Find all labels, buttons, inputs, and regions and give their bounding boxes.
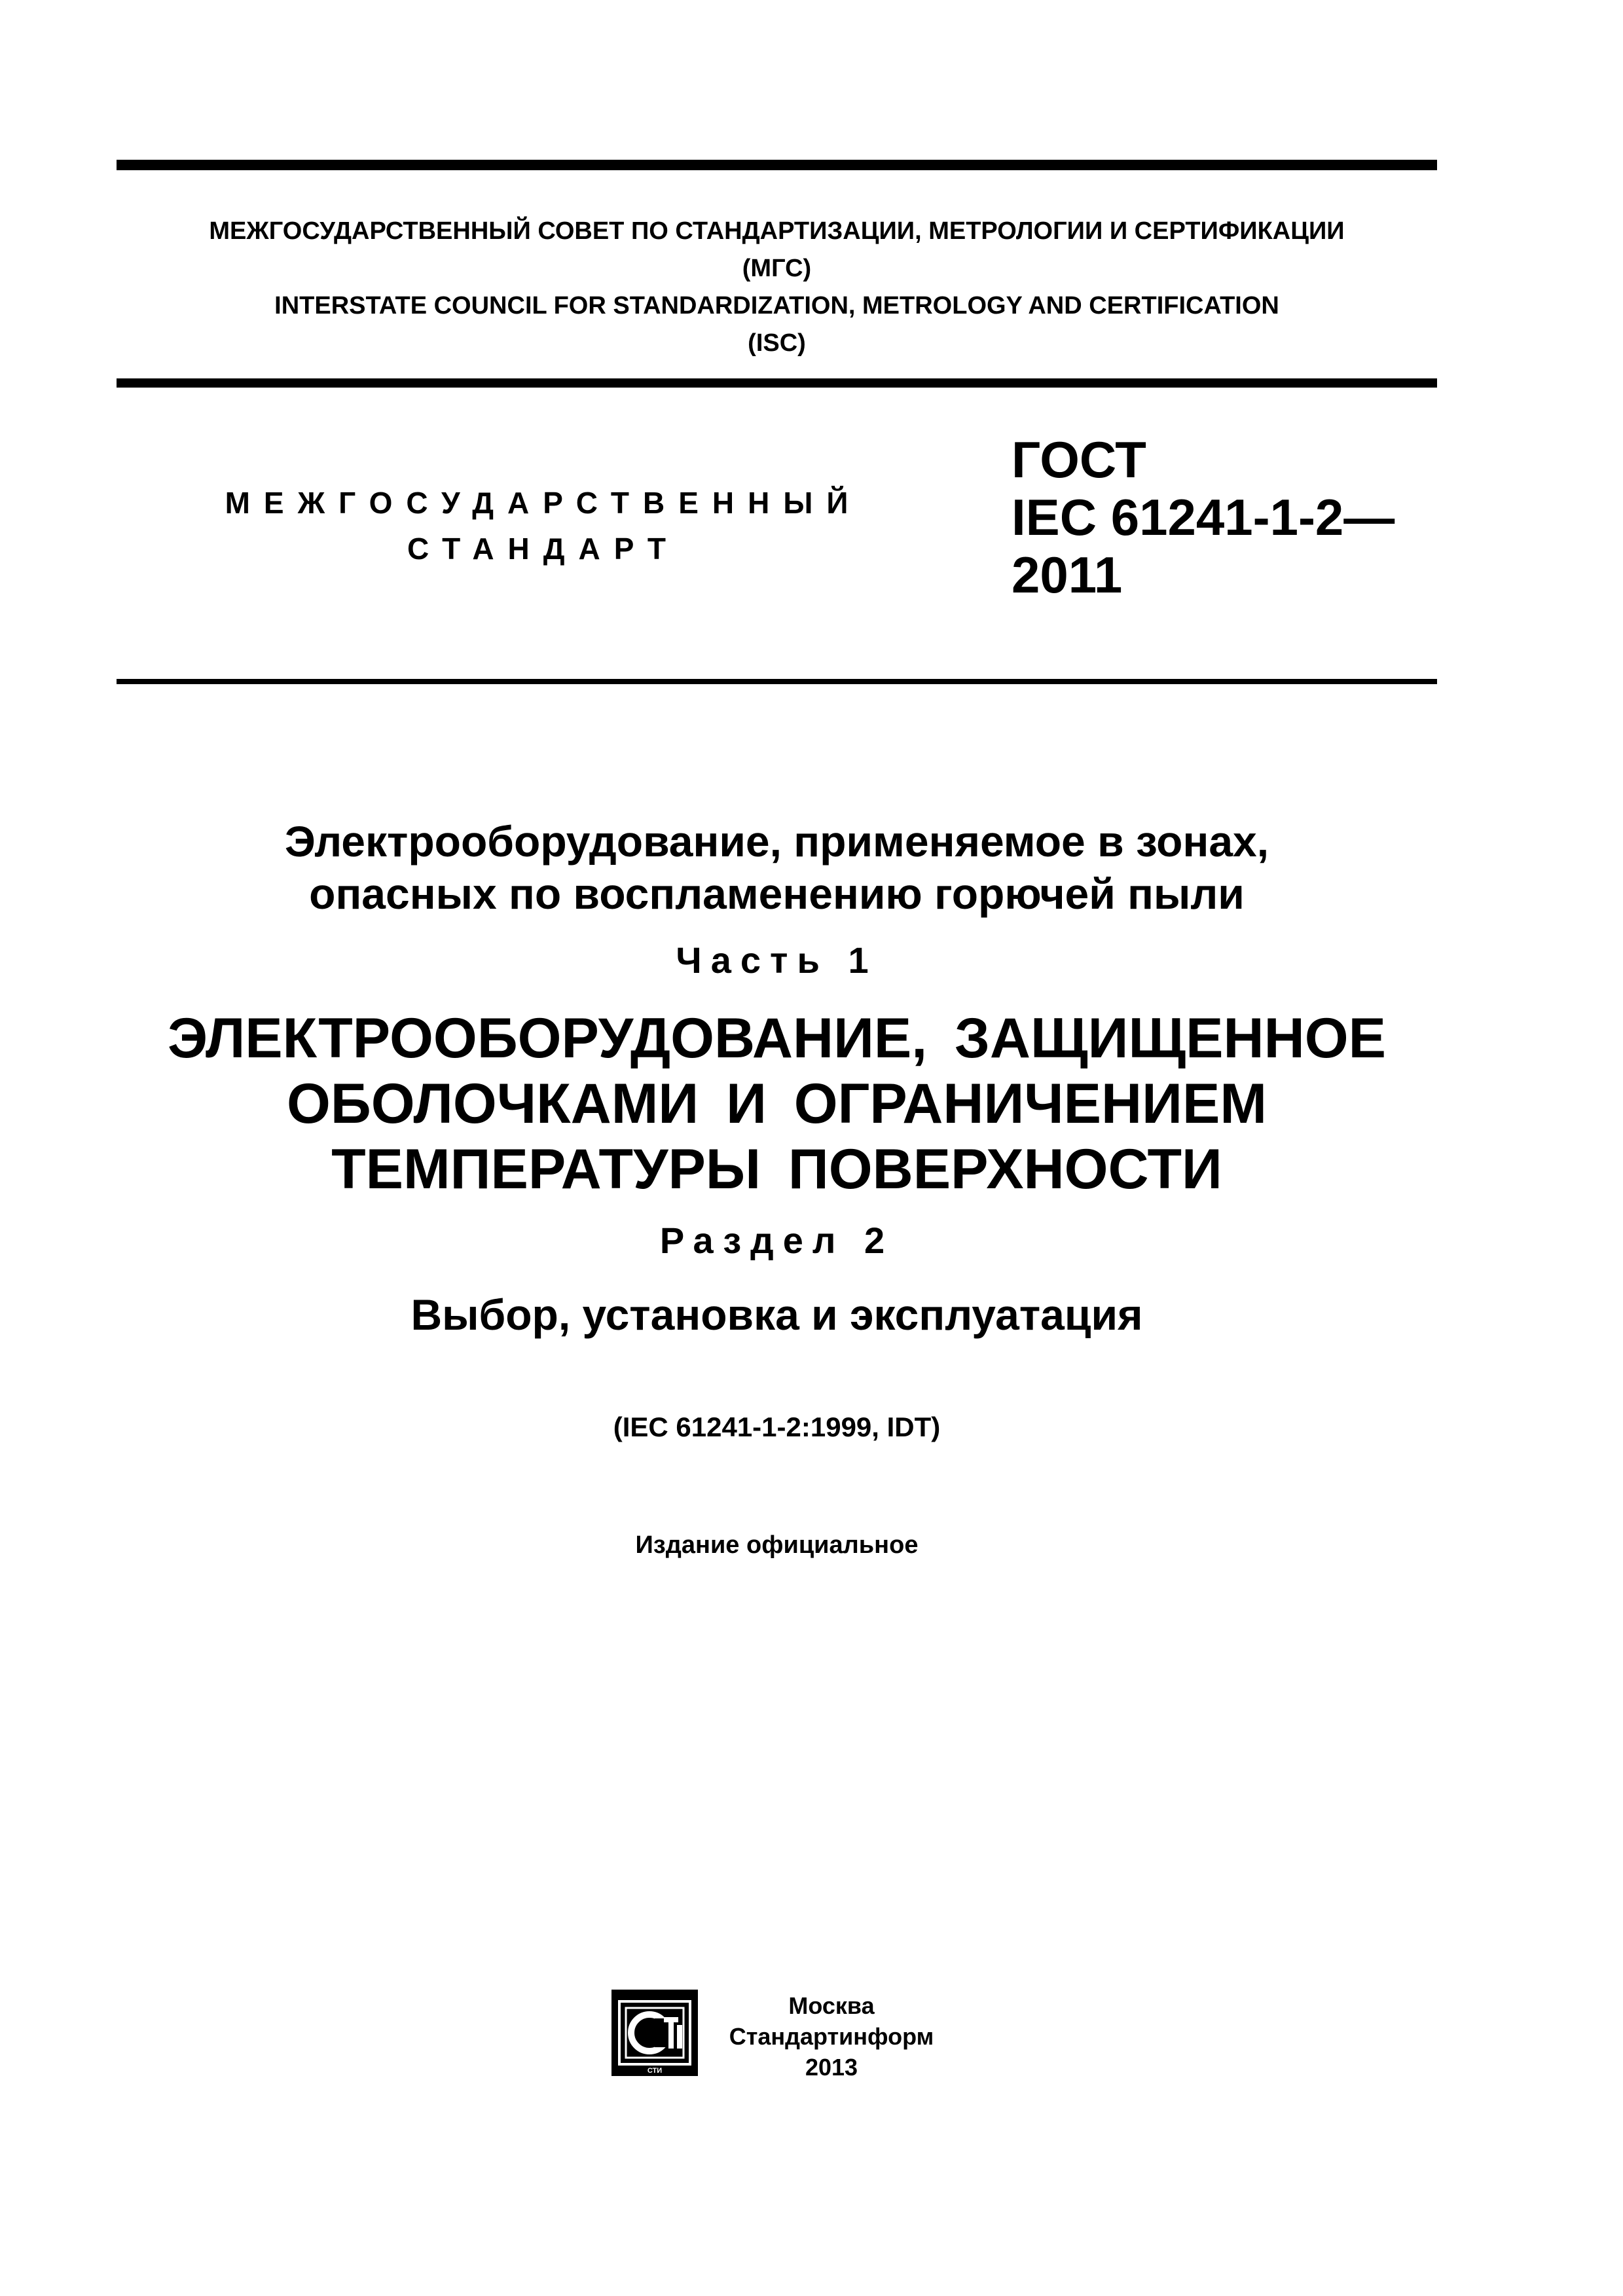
designation-line3: 2011: [1012, 546, 1123, 604]
section-title-text: Выбор, установка и эксплуатация: [410, 1290, 1143, 1339]
publisher-name: Стандартинформ: [729, 2023, 934, 2050]
council-name-en: INTERSTATE COUNCIL FOR STANDARDIZATION, METROLOGY AND CERTIFICATION: [274, 292, 1279, 319]
standard-type-line1: МЕЖГОСУДАРСТВЕННЫЙ: [225, 486, 862, 520]
part-label-text: Часть 1: [676, 939, 878, 981]
council-abbr-en: (ISC): [748, 329, 806, 357]
part-title-line3: ТЕМПЕРАТУРЫ ПОВЕРХНОСТИ: [331, 1138, 1222, 1201]
logo-text: СТИ: [647, 2067, 663, 2075]
top-divider: [117, 160, 1437, 170]
publisher-block: [727, 1990, 936, 2083]
part-title-line1: ЭЛЕКТРООБОРУДОВАНИЕ, ЗАЩИЩЕННОЕ: [168, 1007, 1386, 1070]
standard-designation: [1012, 431, 1395, 604]
council-abbr-ru: (МГС): [742, 255, 812, 282]
publisher-city: Москва: [788, 1992, 875, 2019]
middle-divider: [117, 378, 1437, 388]
lower-divider: [117, 679, 1437, 684]
publisher-year: 2013: [805, 2054, 858, 2081]
part-title: [117, 1006, 1437, 1202]
part-label: [117, 938, 1437, 983]
designation-line2: IEC 61241-1-2—: [1012, 488, 1395, 546]
document-title: [117, 815, 1437, 920]
section-label: [117, 1218, 1437, 1264]
title-line1: Электрооборудование, применяемое в зонах,: [284, 817, 1269, 866]
part-title-line2: ОБОЛОЧКАМИ И ОГРАНИЧЕНИЕМ: [287, 1072, 1267, 1135]
title-line2: опасных по воспламенению горючей пыли: [309, 869, 1245, 918]
council-header: [117, 213, 1437, 362]
standartinform-logo-icon: [609, 1987, 701, 2079]
iec-reference-text: (IEC 61241-1-2:1999, IDT): [613, 1412, 941, 1442]
iec-reference: [117, 1408, 1437, 1447]
section-title: [117, 1285, 1437, 1344]
section-label-text: Раздел 2: [659, 1220, 894, 1261]
designation-line1: ГОСТ: [1012, 431, 1146, 488]
standard-type: [190, 480, 897, 572]
council-name-ru: МЕЖГОСУДАРСТВЕННЫЙ СОВЕТ ПО СТАНДАРТИЗАЦИИ, МЕТРОЛОГИИ И СЕРТИФИКАЦИИ: [209, 217, 1345, 245]
standard-type-line2: СТАНДАРТ: [407, 532, 680, 566]
edition-note-text: Издание официальное: [635, 1531, 919, 1559]
edition-note: [117, 1527, 1437, 1563]
